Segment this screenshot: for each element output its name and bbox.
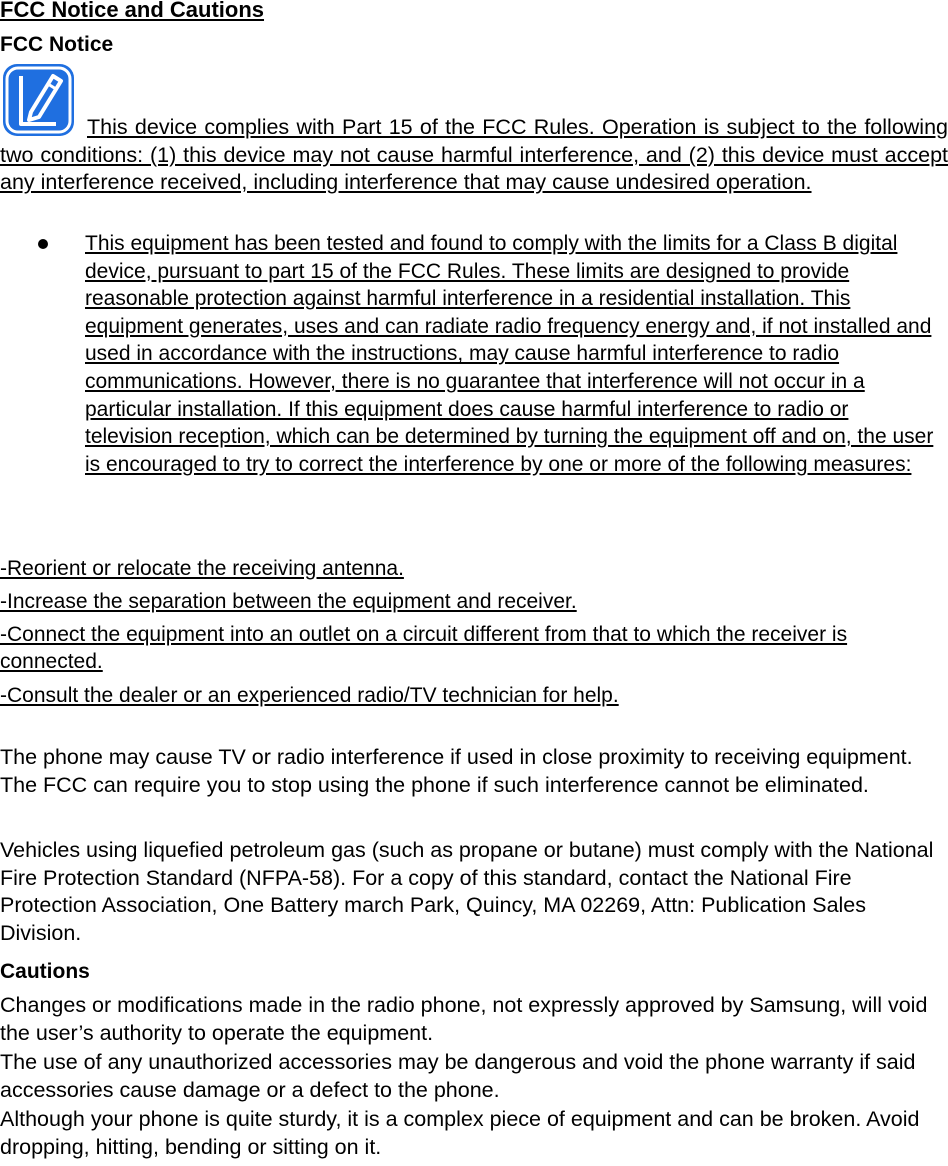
caution-paragraph: Although your phone is quite sturdy, it is a complex piece of equipment and can be broken. Avoid dropping, hitting, bending or sitting on it. [0,1107,920,1159]
measure-item: -Connect the equipment into an outlet on a circuit different from that to which the receiver is connected. [0,623,848,673]
measure-item: -Reorient or relocate the receiving antenna. [0,557,404,580]
lpg-paragraph: Vehicles using liquefied petroleum gas (such as propane or butane) must comply with the National Fire Protection Standard (NFPA-58). For a copy of this standard, contact the National Fire Protection Association, One Battery march Park, Quincy, MA 02269, Attn: Publication Sales Division. [0,838,934,945]
fcc-bullet-text: This equipment has been tested and found to comply with the limits for a Class B digital device, pursuant to part 15 of the FCC Rules. These limits are designed to provide reasonable protection against harmful interference in a residential installation. This equipment generates, uses and can radiate radio frequency energy and, if not installed and used in accordance with the instructions, may cause harmful interference to radio communications. However, there is no guarantee that interference will not occur in a particular installation. If this equipment does cause harmful interference to radio or television reception, which can be determined by turning the equipment off and on, the user is encouraged to try to correct the interference by one or more of the following measures: [85,232,934,476]
measure-item: -Increase the separation between the equipment and receiver. [0,590,577,613]
cautions-heading: Cautions [0,960,90,983]
page-title: FCC Notice and Cautions [0,0,265,22]
caution-paragraph: Changes or modifications made in the radio phone, not expressly approved by Samsung, will void the user’s authority to operate the equipment. [0,993,928,1045]
measure-item: -Consult the dealer or an experienced radio/TV technician for help. [0,684,619,707]
tv-interference-paragraph: The phone may cause TV or radio interference if used in close proximity to receiving equipment. The FCC can require you to stop using the phone if such interference cannot be eliminated. [0,745,913,797]
fcc-notice-heading: FCC Notice [0,33,114,56]
caution-paragraph: The use of any unauthorized accessories may be dangerous and void the phone warranty if said accessories cause damage or a defect to the phone. [0,1050,916,1102]
bullet-dot-icon [38,239,48,249]
fcc-intro-text: This device complies with Part 15 of the FCC Rules. Operation is subject to the following two conditions: (1) this device may not cause harmful interference, and (2) this device must accept any interference received, including interference that may cause undesired operation. [0,115,948,194]
